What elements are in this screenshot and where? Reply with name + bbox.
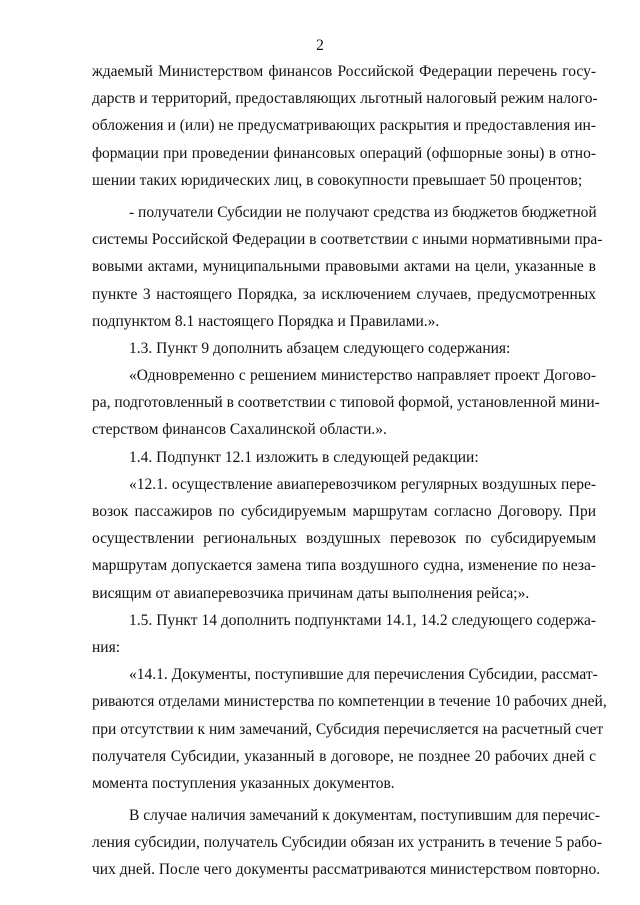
text-line: «Одновременно с решением министерство направляет проект Догово- (129, 367, 596, 385)
paragraph-item-1-3 (92, 335, 596, 362)
text-line: обложения и (или) не предусматривающих раскрытия и предоставления ин- (92, 117, 596, 135)
text-line: ния: (92, 638, 121, 656)
text-line: чих дней. После чего документы рассматриваются министерством повторно. (92, 861, 601, 879)
text-line: - получатели Субсидии не получают средства из бюджетов бюджетной (129, 203, 597, 221)
text-line: вовыми актами, муниципальными правовыми актами на цели, указанные в (92, 258, 596, 276)
paragraph-subitem-14-1 (92, 661, 607, 797)
text-line: подпунктом 8.1 настоящего Порядка и Правилами.». (92, 312, 440, 330)
text-line: «12.1. осуществление авиаперевозчиком регулярных воздушных пере- (129, 475, 596, 493)
text-line: ждаемый Министерством финансов Российской Федерации перечень госу- (92, 63, 596, 80)
text-line: системы Российской Федерации в соответствии с иными нормативными пра- (92, 231, 603, 249)
text-line: формации при проведении финансовых операций (офшорные зоны) в отно- (92, 144, 596, 162)
text-line: пункте 3 настоящего Порядка, за исключением случаев, предусмотренных (92, 285, 596, 303)
paragraph-remarks (92, 802, 603, 884)
text-line: осуществлении региональных воздушных перевозок по субсидируемым (92, 530, 596, 548)
text-line: шении таких юридических лиц, в совокупности превышает 50 процентов; (92, 171, 583, 189)
paragraph-subsidy-recipients (92, 199, 603, 335)
text-line: маршрутам допускается замена типа воздушного судна, изменение по неза- (92, 557, 596, 575)
text-line: момента поступления указанных документов. (92, 774, 395, 792)
text-line: получателя Субсидии, указанный в договоре, не позднее 20 рабочих дней с (92, 747, 596, 765)
paragraph-contract-draft (92, 362, 600, 444)
text-line: при отсутствии к ним замечаний, Субсидия перечисляется на расчетный счет (92, 720, 604, 738)
text-line: риваются отделами министерства по компетенции в течение 10 рабочих дней, (92, 693, 607, 711)
text-line: дарств и территорий, предоставляющих льготный налоговый режим налого- (92, 90, 598, 108)
text-line: «14.1. Документы, поступившие для перечисления Субсидии, рассмат- (129, 666, 598, 684)
paragraph-item-1-5 (92, 607, 596, 661)
text-line: В случае наличия замечаний к документам, поступившим для перечис- (129, 807, 601, 825)
text-line: стерством финансов Сахалинской области.». (92, 421, 387, 439)
text-line: висящим от авиаперевозчика причинам даты выполнения рейса;». (92, 584, 530, 602)
paragraph-offshore-continuation (92, 58, 596, 194)
text-line: 1.5. Пункт 14 дополнить подпунктами 14.1, 14.2 следующего содержа- (129, 611, 596, 629)
document-body (92, 58, 607, 884)
paragraph-item-1-4 (92, 444, 596, 471)
page-number: 2 (316, 37, 324, 54)
text-line: возок пассажиров по субсидируемым маршрутам согласно Договору. При (92, 503, 596, 520)
text-line: ления субсидии, получатель Субсидии обязан их устранить в течение 5 рабо- (92, 834, 603, 852)
text-line: 1.4. Подпункт 12.1 изложить в следующей редакции: (129, 448, 479, 466)
paragraph-subitem-12-1 (92, 471, 596, 607)
text-line: ра, подготовленный в соответствии с типовой формой, установленной мини- (92, 394, 600, 412)
text-line: 1.3. Пункт 9 дополнить абзацем следующего содержания: (129, 339, 511, 357)
